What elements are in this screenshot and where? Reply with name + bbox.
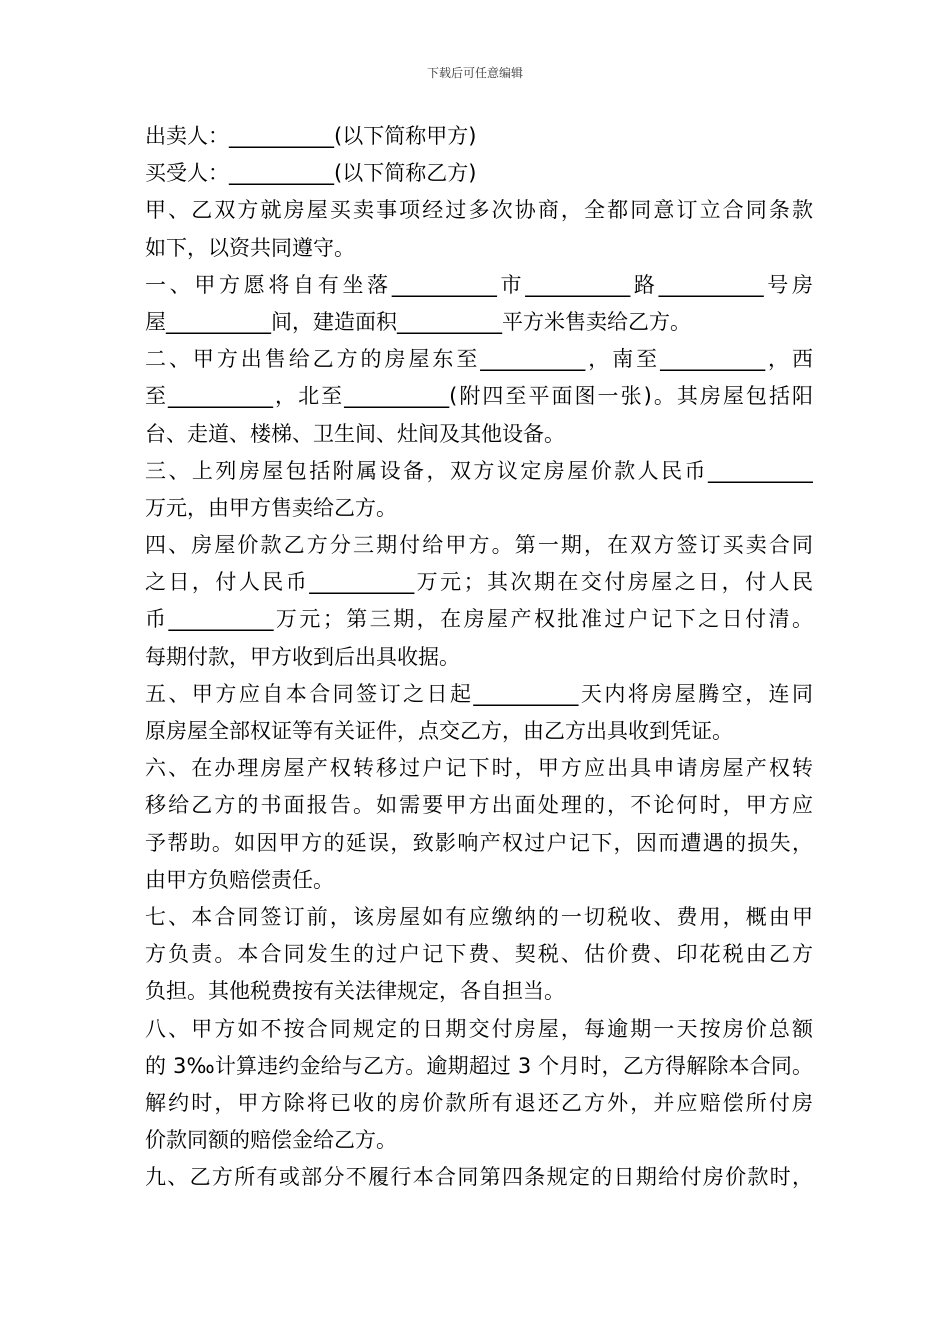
clause-1-line: 屋__________间，建造面积__________平方米售卖给乙方。 (145, 309, 691, 334)
clause-8-line: 的 3‰计算违约金给与乙方。逾期超过 3 个月时，乙方得解除本合同。 (145, 1053, 813, 1078)
clause-4-line: 四、房屋价款乙方分三期付给甲方。第一期，在双方签订买卖合同 (145, 533, 813, 558)
clause-2-line: 二、甲方出售给乙方的房屋东至__________，南至__________，西 (145, 347, 813, 372)
clause-1-line: 一、甲方愿将自有坐落__________市__________路__________号房 (145, 272, 813, 297)
clause-4-line: 之日，付人民币__________万元；其次期在交付房屋之日，付人民 (145, 570, 813, 595)
clause-8-line: 价款同额的赔偿金给乙方。 (145, 1128, 397, 1153)
clause-6-line: 由甲方负赔偿责任。 (145, 867, 334, 892)
clause-5-line: 原房屋全部权证等有关证件，点交乙方，由乙方出具收到凭证。 (145, 719, 733, 743)
clause-6-line: 六、在办理房屋产权转移过户记下时，甲方应出具申请房屋产权转 (145, 756, 813, 781)
clause-2-line: 台、走道、楼梯、卫生间、灶间及其他设备。 (145, 421, 565, 446)
seller-line: 出卖人：__________(以下简称甲方) (145, 124, 477, 148)
page-header: 下载后可任意编辑 (426, 66, 523, 80)
clause-2-line: 至__________，北至__________(附四至平面图一张)。其房屋包括阳 (145, 384, 813, 409)
clause-6-line: 予帮助。如因甲方的延误，致影响产权过户记下，因而遭遇的损失， (145, 830, 813, 855)
clause-3-line: 万元，由甲方售卖给乙方。 (145, 495, 397, 520)
clause-8-line: 解约时，甲方除将已收的房价款所有退还乙方外，并应赔偿所付房 (145, 1090, 813, 1115)
paragraph-line: 如下，以资共同遵守。 (145, 235, 355, 260)
clause-3-line: 三、上列房屋包括附属设备，双方议定房屋价款人民币__________ (145, 458, 813, 483)
clause-4-line: 币__________万元；第三期，在房屋产权批准过户记下之日付清。 (145, 607, 813, 632)
clause-6-line: 移给乙方的书面报告。如需要甲方出面处理的，不论何时，甲方应 (145, 793, 813, 818)
buyer-line: 买受人：__________(以下简称乙方) (145, 161, 477, 186)
clause-7-line: 负担。其他税费按有关法律规定，各自担当。 (145, 979, 565, 1004)
clause-5-line: 五、甲方应自本合同签订之日起__________天内将房屋腾空，连同 (145, 681, 813, 706)
clause-7-line: 七、本合同签订前，该房屋如有应缴纳的一切税收、费用，概由甲 (145, 904, 813, 929)
clause-4-line: 每期付款，甲方收到后出具收据。 (145, 644, 460, 669)
contract-body (145, 118, 813, 1196)
clause-7-line: 方负责。本合同发生的过户记下费、契税、估价费、印花税由乙方 (145, 942, 813, 967)
paragraph-line: 甲、乙双方就房屋买卖事项经过多次协商，全都同意订立合同条款 (145, 198, 813, 223)
clause-8-line: 八、甲方如不按合同规定的日期交付房屋，每逾期一天按房价总额 (145, 1016, 813, 1041)
clause-9-line: 九、乙方所有或部分不履行本合同第四条规定的日期给付房价款时， (145, 1165, 813, 1190)
